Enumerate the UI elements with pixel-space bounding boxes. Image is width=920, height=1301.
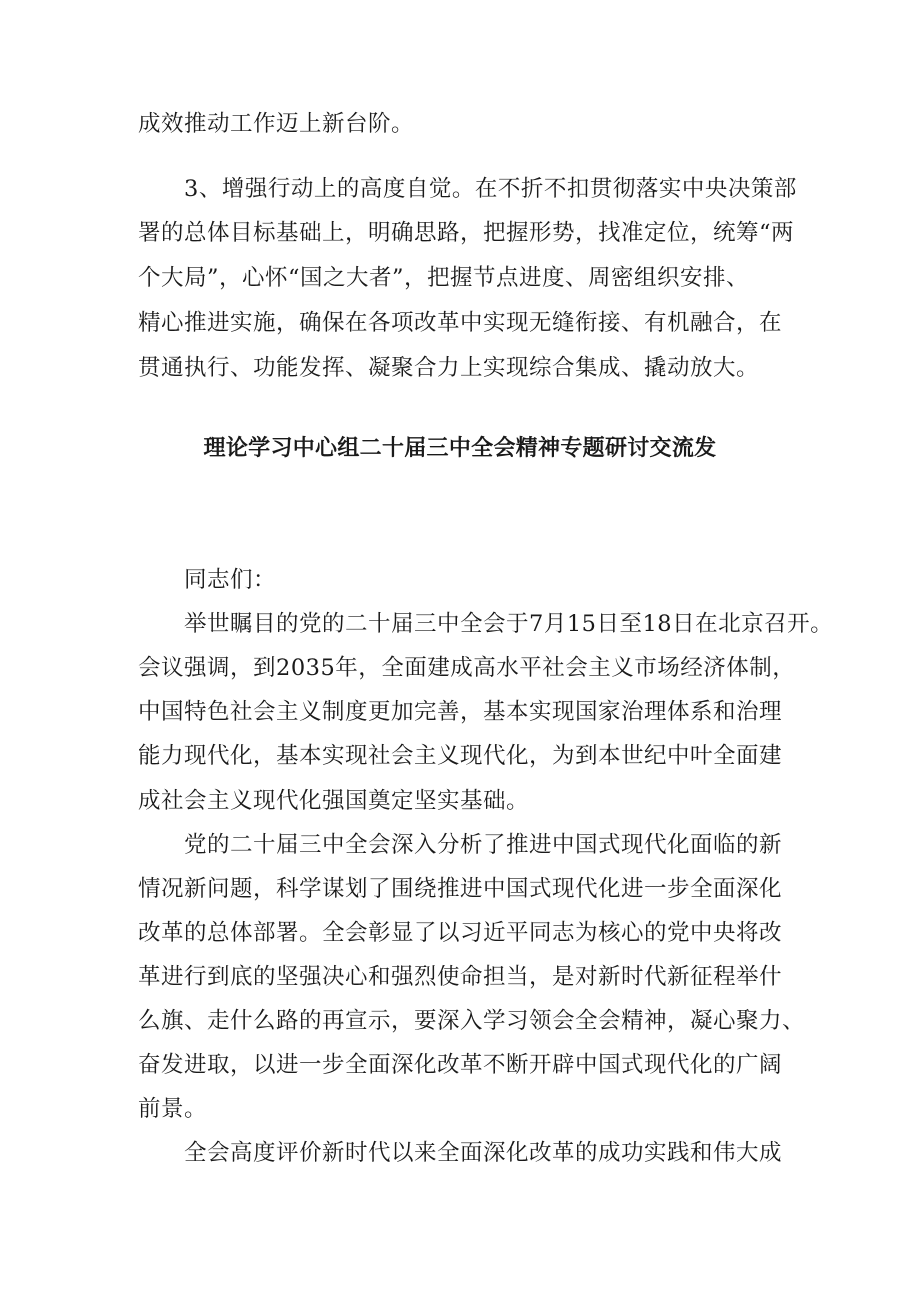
text-line: 前景。 bbox=[138, 1096, 208, 1122]
text-line: 举世瞩目的党的二十届三中全会于7月15日至18日在北京召开。 bbox=[184, 611, 834, 637]
text-line: 情况新问题，科学谋划了围绕推进中国式现代化进一步全面深化 bbox=[138, 876, 783, 902]
text-line: 党的二十届三中全会深入分析了推进中国式现代化面临的新 bbox=[184, 832, 783, 858]
text-line: 中国特色社会主义制度更加完善，基本实现国家治理体系和治理 bbox=[138, 699, 783, 725]
text-line: 会议强调，到2035年，全面建成高水平社会主义市场经济体制， bbox=[138, 655, 796, 681]
text-line: 全会高度评价新时代以来全面深化改革的成功实践和伟大成 bbox=[184, 1140, 783, 1166]
text-line: 贯通执行、功能发挥、凝聚合力上实现综合集成、撬动放大。 bbox=[138, 355, 760, 381]
article-title: 理论学习中心组二十届三中全会精神专题研讨交流发 bbox=[203, 436, 717, 461]
text-line: 奋发进取，以进一步全面深化改革不断开辟中国式现代化的广阔 bbox=[138, 1052, 783, 1078]
text-line: 个大局”，心怀“国之大者”，把握节点进度、周密组织安排、 bbox=[138, 265, 750, 291]
text-line: 能力现代化，基本实现社会主义现代化，为到本世纪中叶全面建 bbox=[138, 743, 783, 769]
text-line: 署的总体目标基础上，明确思路，把握形势，找准定位，统筹“两 bbox=[138, 220, 795, 246]
text-line: 成社会主义现代化强国奠定坚实基础。 bbox=[138, 788, 530, 814]
text-line: 革进行到底的坚强决心和强烈使命担当，是对新时代新征程举什 bbox=[138, 964, 783, 990]
text-line: 成效推动工作迈上新台阶。 bbox=[138, 111, 415, 137]
text-line: 么旗、走什么路的再宣示，要深入学习领会全会精神，凝心聚力、 bbox=[138, 1008, 806, 1034]
salutation: 同志们： bbox=[184, 567, 277, 593]
text-line: 3、增强行动上的高度自觉。在不折不扣贯彻落实中央决策部 bbox=[184, 176, 797, 202]
text-line: 精心推进实施，确保在各项改革中实现无缝衔接、有机融合，在 bbox=[138, 310, 783, 336]
text-line: 改革的总体部署。全会彰显了以习近平同志为核心的党中央将改 bbox=[138, 920, 783, 946]
